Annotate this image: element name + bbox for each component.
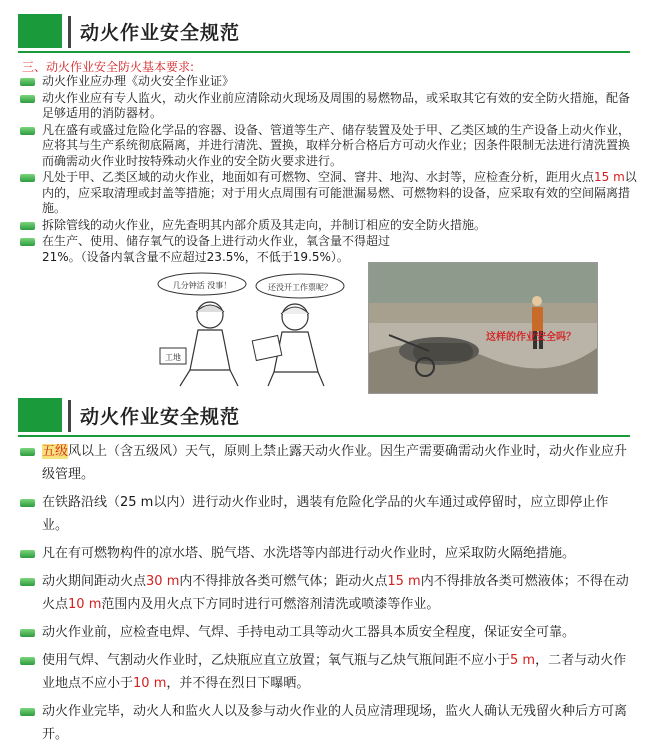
list-item: 动火作业应有专人监火，动火作业前应清除动火现场及周围的易燃物品，或采取其它有效的安全防火措施，配备足够适用的消防器材。	[20, 91, 640, 122]
distance-value: 5 m	[510, 653, 536, 668]
bullet-icon	[20, 499, 35, 507]
bullet-icon	[20, 708, 35, 716]
list-item: 五级风以上（含五级风）天气，原则上禁止露天动火作业。因生产需要确需动火作业时，动火作业应升级管理。	[20, 440, 632, 486]
slide-2-header	[18, 398, 630, 436]
wind-level: 五级	[42, 444, 69, 459]
title-accent-block	[18, 14, 62, 48]
bullet-icon	[20, 448, 35, 456]
list-item: 拆除管线的动火作业，应先查明其内部介质及其走向，并制订相应的安全防火措施。	[20, 218, 640, 234]
list-item: 在铁路沿线（25 m以内）进行动火作业时，遇装有危险化学品的火车通过或停留时，应立即停止作业。	[20, 491, 632, 537]
slide-1-title: 动火作业安全规范	[80, 22, 241, 44]
list-item: 动火作业前，应检查电焊、气焊、手持电动工具等动火工器具本质安全程度，保证安全可靠。	[20, 621, 632, 644]
slide-2-title: 动火作业安全规范	[80, 406, 241, 428]
bullet-icon	[20, 238, 35, 246]
bullet-icon	[20, 95, 35, 103]
title-underline	[18, 51, 630, 53]
cartoon-illustration	[150, 270, 350, 390]
distance-value: 30 m	[146, 574, 180, 589]
list-item: 凡在有可燃物构件的凉水塔、脱气塔、水洗塔等内部进行动火作业时，应采取防火隔绝措施。	[20, 542, 632, 565]
slide-2	[0, 402, 651, 749]
distance-value: 15 m	[387, 574, 421, 589]
bullet-icon	[20, 222, 35, 230]
bullet-icon	[20, 174, 35, 182]
bullet-icon	[20, 78, 35, 86]
bullet-icon	[20, 578, 35, 586]
section-heading: 三、动火作业安全防火基本要求:	[22, 60, 195, 74]
title-accent-block	[18, 398, 62, 432]
bubble-right-text: 还没开工作票呢？	[268, 283, 332, 292]
list-item: 动火作业应办理《动火安全作业证》	[20, 74, 640, 90]
requirements-list	[20, 74, 640, 265]
regulations-list	[20, 440, 632, 751]
distance-value: 10 m	[68, 597, 102, 612]
title-divider	[68, 16, 71, 48]
sign-text: 工地	[165, 353, 181, 362]
bullet-icon	[20, 629, 35, 637]
bullet-icon	[20, 657, 35, 665]
list-item: 动火作业完毕，动火人和监火人以及参与动火作业的人员应清理现场，监火人确认无残留火种后方可离开。	[20, 700, 632, 746]
bullet-icon	[20, 550, 35, 558]
bullet-icon	[20, 127, 35, 135]
list-item: 凡处于甲、乙类区域的动火作业，地面如有可燃物、空洞、窨井、地沟、水封等，应检查分析，距用火点15 m以内的，应采取清理或封盖等措施；对于用火点周围有可能泄漏易燃、可燃物料的设备，应采取有效的空间隔离措施。	[20, 170, 640, 217]
list-item: 凡在盛有或盛过危险化学品的容器、设备、管道等生产、储存装置及处于甲、乙类区域的生产设备上动火作业，应将其与生产系统彻底隔离，并进行清洗、置换，取样分析合格后方可动火作业；因条件限制无法进行清洗置换而确需动火作业时按特殊动火作业的安全防火要求进行。	[20, 123, 640, 170]
distance-value: 10 m	[133, 676, 167, 691]
title-divider	[68, 400, 71, 432]
photo-caption: 这样的作业安全吗？	[486, 332, 576, 343]
list-item: 在生产、使用、储存氧气的设备上进行动火作业，氧含量不得超过21%。（设备内氧含量不应超过23.5%，不低于19.5%）。	[20, 234, 392, 265]
title-underline	[18, 435, 630, 437]
list-item: 使用气焊、气割动火作业时，乙炔瓶应直立放置；氧气瓶与乙炔气瓶间距不应小于5 m，二者与动火作业地点不应小于10 m，并不得在烈日下曝晒。	[20, 649, 632, 695]
bubble-left-text: 几分钟活 没事！	[172, 281, 232, 290]
distance-value: 15 m	[594, 170, 625, 184]
slide-1-header	[18, 14, 630, 52]
list-item: 动火期间距动火点30 m内不得排放各类可燃气体；距动火点15 m内不得排放各类可燃液体；不得在动火点10 m范围内及用火点下方同时进行可燃溶剂清洗或喷漆等作业。	[20, 570, 632, 616]
